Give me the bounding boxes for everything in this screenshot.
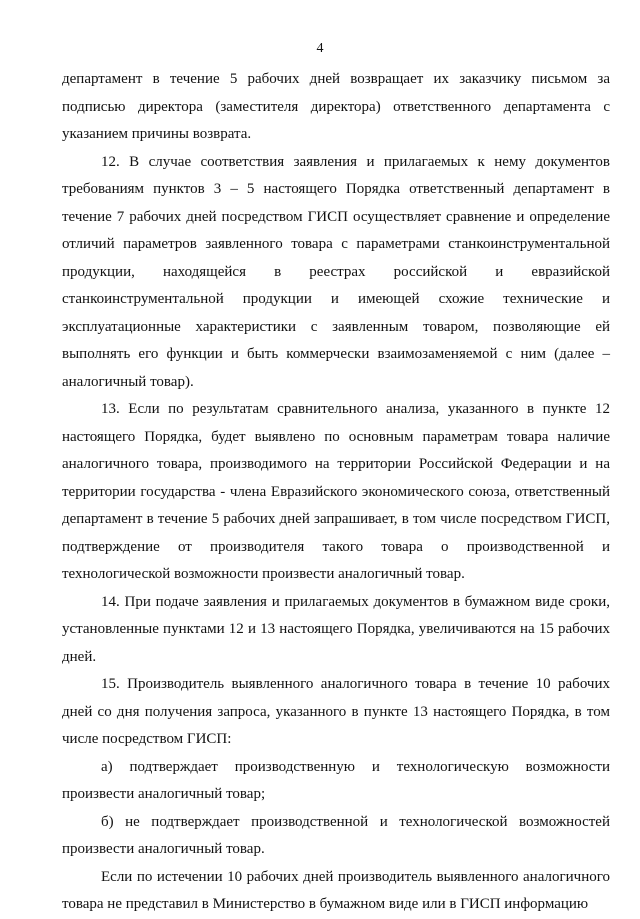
document-body — [62, 66, 610, 919]
paragraph-15-a: а) подтверждает производственную и технологическую возможности произвести аналогичный товар; — [62, 758, 610, 802]
paragraph-15-b: б) не подтверждает производственной и технологической возможностей произвести аналогичный товар. — [62, 813, 610, 857]
paragraph-continuation: департамент в течение 5 рабочих дней возвращает их заказчику письмом за подписью директора (заместителя директора) ответственного департамента с указанием причины возврата. — [62, 71, 610, 142]
paragraph-12: 12. В случае соответствия заявления и прилагаемых к нему документов требованиям пунктов 3 – 5 настоящего Порядка ответственный департамент в течение 7 рабочих дней посредством ГИСП осуществляет сравнение и определение отличий параметров заявленного товара с параметрами станкоинструментальной продукции, находящейся в реестрах российской и евразийской станкоинструментальной продукции и имеющей схожие технические и эксплуатационные характеристики с заявленным товаром, позволяющие ей выполнять его функции и быть коммерчески взаимозаменяемой с ним (далее – аналогичный товар). — [62, 153, 610, 390]
paragraph-15: 15. Производитель выявленного аналогичного товара в течение 10 рабочих дней со дня получения запроса, указанного в пункте 13 настоящего Порядка, в том числе посредством ГИСП: — [62, 676, 610, 747]
page-number: 4 — [316, 41, 324, 56]
paragraph-13: 13. Если по результатам сравнительного анализа, указанного в пункте 12 настоящего Порядка, будет выявлено по основным параметрам товара наличие аналогичного товара, производимого на территории Российской Федерации и на территории государства - члена Евразийского экономического союза, ответственный департамент в течение 5 рабочих дней запрашивает, в том числе посредством ГИСП, подтверждение от производителя такого товара о производственной и технологической возможности произвести аналогичный товар. — [62, 401, 610, 582]
paragraph-closing: Если по истечении 10 рабочих дней производитель выявленного аналогичного товара не представил в Министерство в бумажном виде или в ГИСП информацию — [62, 868, 610, 912]
paragraph-14: 14. При подаче заявления и прилагаемых документов в бумажном виде сроки, установленные пунктами 12 и 13 настоящего Порядка, увеличиваются на 15 рабочих дней. — [62, 593, 610, 665]
